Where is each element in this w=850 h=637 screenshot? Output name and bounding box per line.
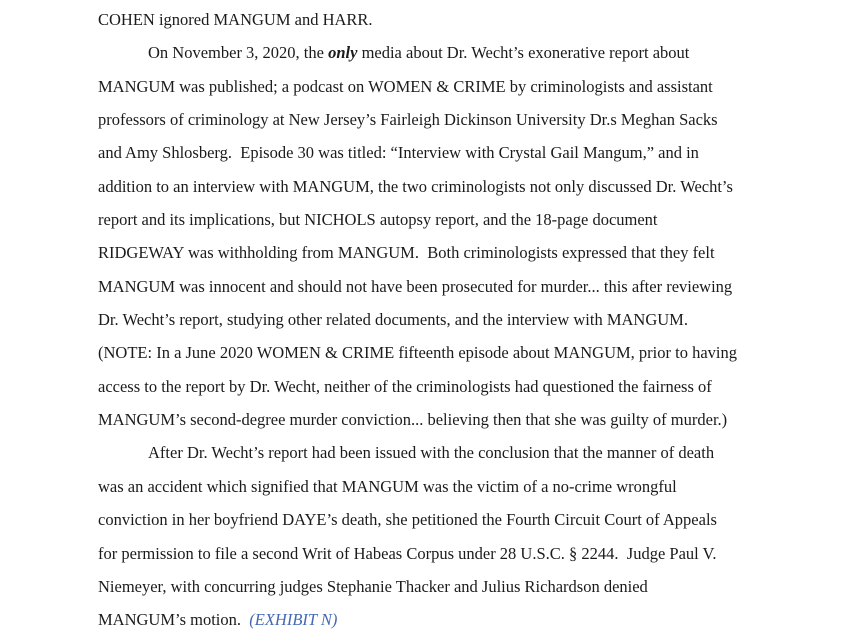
document-line	[98, 303, 798, 336]
text-run: COHEN ignored MANGUM and HARR.	[98, 10, 373, 29]
text-run: MANGUM’s second-degree murder conviction... believing then that she was guilty of murder.)	[98, 410, 728, 430]
document-line	[98, 603, 798, 636]
document-line	[98, 570, 798, 603]
document-line	[98, 470, 798, 503]
document-line	[98, 436, 798, 469]
text-run: RIDGEWAY was withholding from MANGUM. Both criminologists expressed that they felt	[98, 243, 715, 263]
text-run: report and its implications, but NICHOLS autopsy report, and the 18-page document	[98, 210, 658, 230]
document-line	[98, 370, 798, 403]
text-run: MANGUM’s motion.	[98, 610, 250, 630]
document-line	[98, 70, 798, 103]
text-run: was an accident which signified that MANGUM was the victim of a no-crime wrongful	[98, 476, 677, 496]
text-run: and Amy Shlosberg. Episode 30 was titled: “Interview with Crystal Gail Mangum,” and in	[98, 143, 699, 163]
document-line	[98, 136, 798, 169]
text-run: access to the report by Dr. Wecht, neither of the criminologists had questioned the fairness of	[98, 376, 712, 396]
text-run: professors of criminology at New Jersey’s Fairleigh Dickinson University Dr.s Meghan Sacks	[98, 110, 718, 130]
document-line	[98, 503, 798, 536]
document-body	[98, 3, 798, 637]
text-run: only	[328, 43, 358, 63]
document-line	[98, 236, 798, 269]
text-run: Niemeyer, with concurring judges Stephanie Thacker and Julius Richardson denied	[98, 576, 648, 596]
text-run: After Dr. Wecht’s report had been issued with the conclusion that the manner of death	[148, 443, 715, 463]
document-line	[98, 203, 798, 236]
text-run: Dr. Wecht’s report, studying other related documents, and the interview with MANGUM.	[98, 310, 688, 330]
text-run: media about Dr. Wecht’s exonerative report about	[357, 43, 690, 63]
document-line	[98, 403, 798, 436]
exhibit-link[interactable]: (EXHIBIT N)	[249, 610, 338, 630]
text-run: MANGUM was innocent and should not have been prosecuted for murder... this after reviewing	[98, 276, 733, 296]
text-run: On November 3, 2020, the	[148, 43, 329, 63]
document-line	[98, 336, 798, 369]
document-line	[98, 103, 798, 136]
document-line	[98, 3, 798, 36]
text-run: (NOTE: In a June 2020 WOMEN & CRIME fifteenth episode about MANGUM, prior to having	[98, 343, 737, 363]
text-run: addition to an interview with MANGUM, the two criminologists not only discussed Dr. Wecht’s	[98, 176, 733, 196]
document-line	[98, 36, 798, 69]
text-run: conviction in her boyfriend DAYE’s death, she petitioned the Fourth Circuit Court of Appeals	[98, 510, 717, 530]
document-line	[98, 537, 798, 570]
document-line	[98, 170, 798, 203]
document-line	[98, 270, 798, 303]
text-run: MANGUM was published; a podcast on WOMEN & CRIME by criminologists and assistant	[98, 76, 713, 96]
text-run: for permission to file a second Writ of Habeas Corpus under 28 U.S.C. § 2244. Judge Paul V.	[98, 543, 717, 563]
